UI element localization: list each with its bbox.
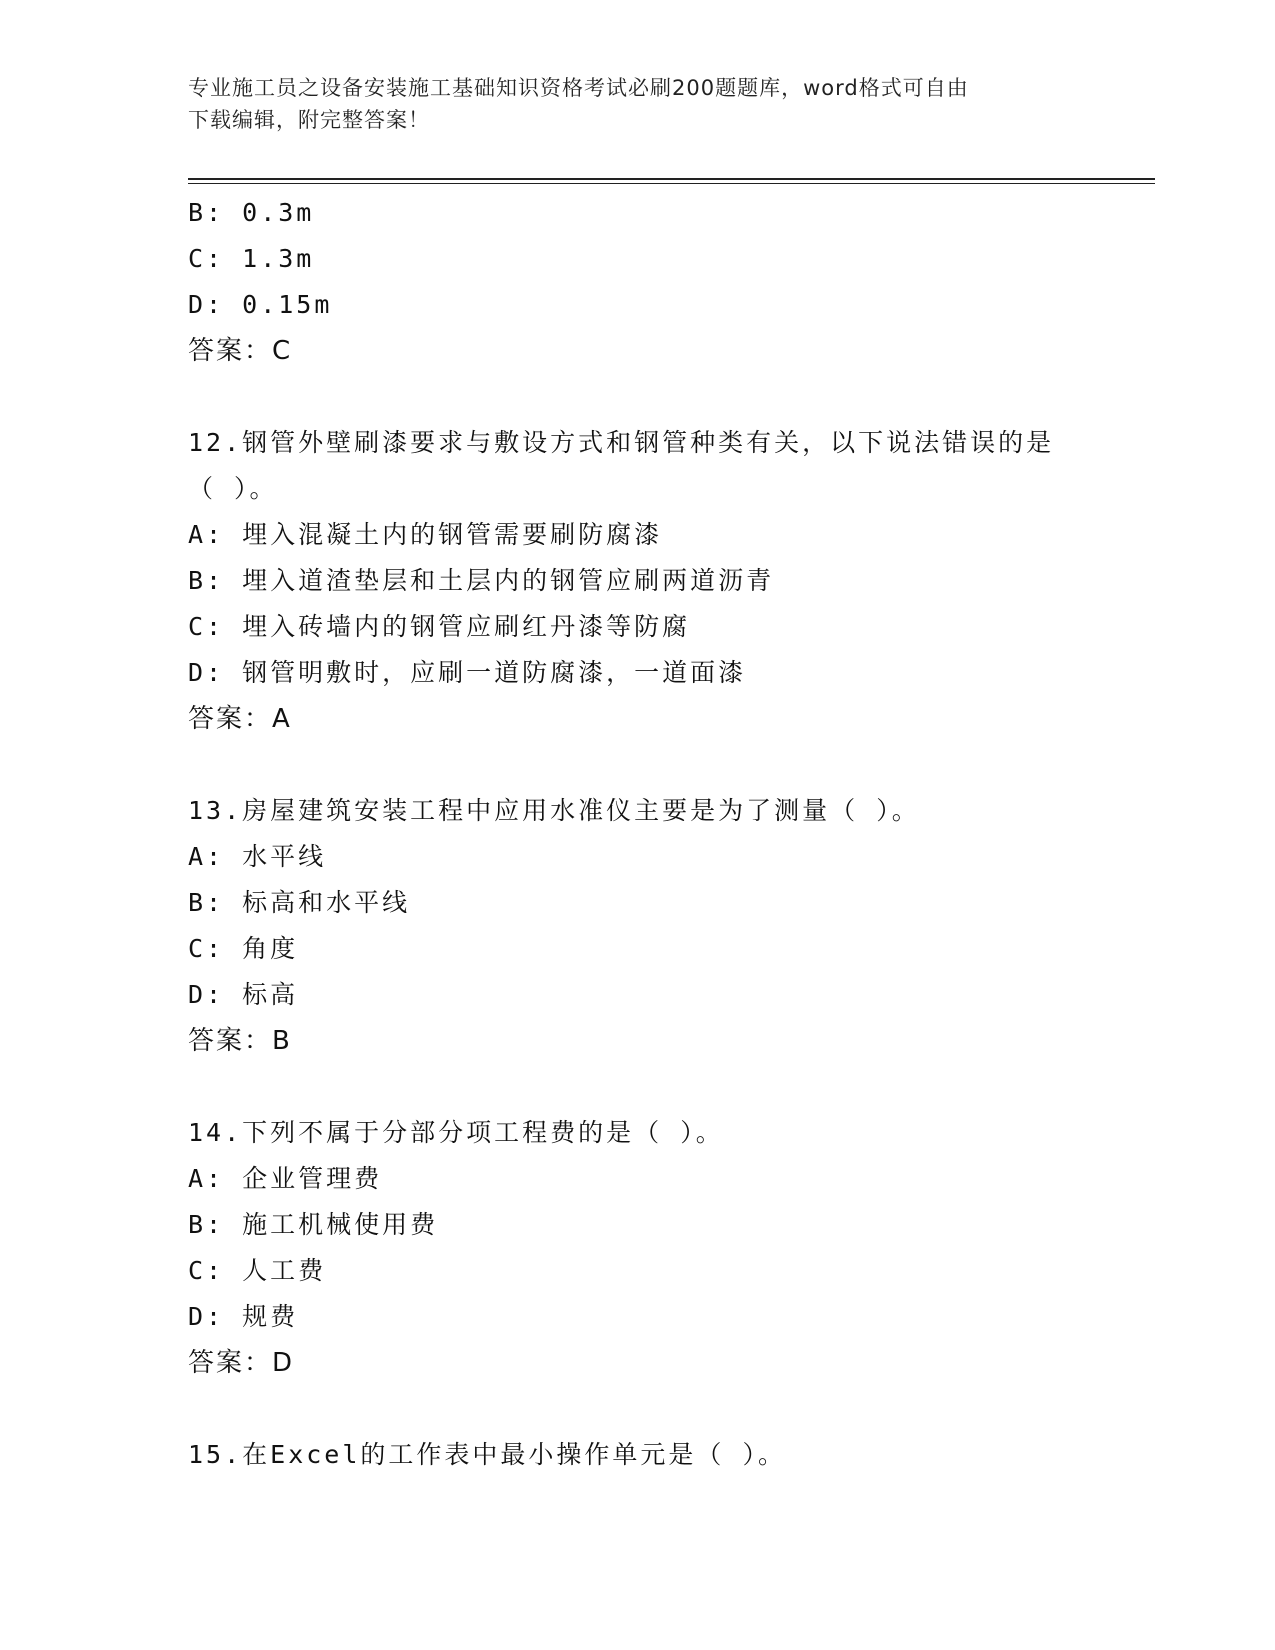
option-c: C: 人工费 xyxy=(188,1256,327,1285)
option-c: C: 1.3m xyxy=(188,244,315,273)
option-b: B: 0.3m xyxy=(188,198,315,227)
question-text: 12.钢管外壁刷漆要求与敷设方式和钢管种类有关，以下说法错误的是 xyxy=(188,428,1055,457)
header-rule-thin xyxy=(188,183,1155,184)
answer: 答案：D xyxy=(188,1348,295,1378)
option-d: D: 钢管明敷时，应刷一道防腐漆，一道面漆 xyxy=(188,658,747,687)
question-15 xyxy=(188,1432,1155,1478)
option-a: A: 水平线 xyxy=(188,842,327,871)
question-13 xyxy=(188,788,1155,1064)
header-line-2: 下载编辑，附完整答案！ xyxy=(188,108,430,132)
answer: 答案：B xyxy=(188,1026,292,1056)
question-14 xyxy=(188,1110,1155,1386)
option-d: D: 规费 xyxy=(188,1302,299,1331)
option-a: A: 企业管理费 xyxy=(188,1164,383,1193)
header-line-1: 专业施工员之设备安装施工基础知识资格考试必刷200题题库，word格式可自由 xyxy=(188,76,969,100)
answer: 答案：C xyxy=(188,336,293,366)
option-c: C: 埋入砖墙内的钢管应刷红丹漆等防腐 xyxy=(188,612,691,641)
option-b: B: 埋入道渣垫层和土层内的钢管应刷两道沥青 xyxy=(188,566,775,595)
question-text-continued: （ ）。 xyxy=(188,474,278,503)
option-a: A: 埋入混凝土内的钢管需要刷防腐漆 xyxy=(188,520,663,549)
document-body xyxy=(188,190,1155,1478)
question-text: 14.下列不属于分部分项工程费的是（ ）。 xyxy=(188,1118,724,1147)
question-12 xyxy=(188,420,1155,742)
header-rule-thick xyxy=(188,178,1155,180)
answer: 答案：A xyxy=(188,704,292,734)
option-b: B: 标高和水平线 xyxy=(188,888,411,917)
prev-question xyxy=(188,190,1155,374)
question-text: 15.在Excel的工作表中最小操作单元是（ ）。 xyxy=(188,1440,786,1469)
option-d: D: 标高 xyxy=(188,980,299,1009)
option-b: B: 施工机械使用费 xyxy=(188,1210,439,1239)
option-c: C: 角度 xyxy=(188,934,299,963)
option-d: D: 0.15m xyxy=(188,290,333,319)
document-header xyxy=(188,72,1068,136)
question-text: 13.房屋建筑安装工程中应用水准仪主要是为了测量（ ）。 xyxy=(188,796,920,825)
